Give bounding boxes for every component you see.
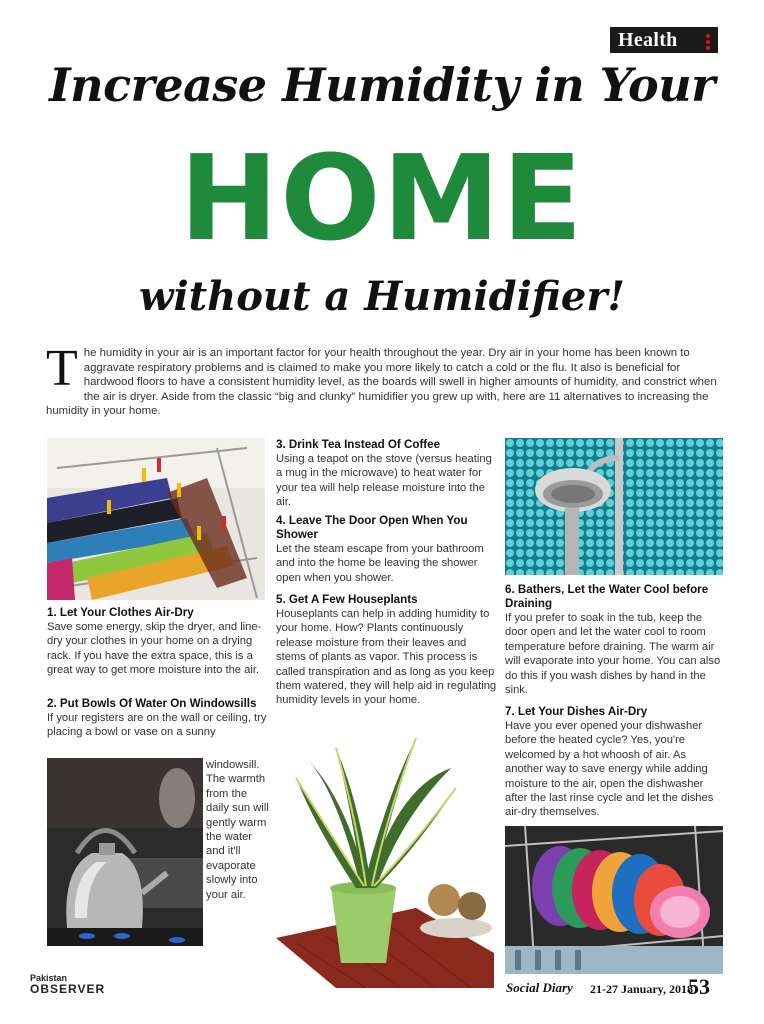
- logo-bottom: OBSERVER: [30, 982, 106, 996]
- tip-4: [276, 514, 498, 585]
- tip-1-heading: 1. Let Your Clothes Air-Dry: [47, 606, 194, 619]
- page-number: 53: [688, 974, 710, 999]
- dishwasher-image: [505, 826, 723, 974]
- tip-1-body: Save some energy, skip the dryer, and line-dry your clothes in your home on a drying rack. If you have the extra space, this is a great way to get more moisture into the air.: [47, 621, 262, 677]
- intro-text: he humidity in your air is an important factor for your health throughout the year. Dry air in your home has been known to aggravate respiratory problems and is claimed to make you more likely to catch a cold or the flu. It also is beneficial for hardwood floors to have a consistent humidity level, as the boards will swell in higher amounts of humidity, and constrict when the air is dryer. Aside from the classic “big and clunky” humidifier you grew up with, here are 11 alternatives to increasing the humidity in your home.: [46, 347, 717, 418]
- tip-7-body: Have you ever opened your dishwasher before the heated cycle? Yes, you're welcomed by a hot whoosh of air. As another way to save energy while adding moisture to the air, open the dishwasher after the last rinse cycle and let the dishes air-dry themselves.: [505, 720, 714, 819]
- drop-cap: T: [46, 340, 78, 397]
- publisher-logo: [30, 974, 105, 995]
- footer-date: 21-27 January, 2018: [590, 982, 694, 996]
- tip-7-heading: 7. Let Your Dishes Air-Dry: [505, 705, 648, 718]
- kettle-image: [47, 758, 203, 946]
- tip-5-heading: 5. Get A Few Houseplants: [276, 593, 418, 606]
- tip-2-body-wrap: windowsill. The warmth from the daily sun will gently warm the water and it'll evaporate slowly into your air.: [206, 759, 269, 901]
- shower-image: [505, 438, 723, 575]
- intro-paragraph: [46, 340, 722, 419]
- section-badge: [610, 27, 718, 53]
- tip-2-wrap: [206, 758, 270, 902]
- tip-6-body: If you prefer to soak in the tub, keep the door open and let the water cool to room temperature before draining. The warm air will evaporate into your home. You can also do this if you wash dishes by hand in the sink.: [505, 612, 721, 697]
- tip-4-heading: 4. Leave The Door Open When You Shower: [276, 514, 468, 541]
- tip-5-body: Houseplants can help in adding humidity to your home. How? Plants continuously release moisture from their leaves and stems of plants as vapor. This process is called transpiration and as long as you keep them watered, they will help aid in regulating humidity levels in your home.: [276, 608, 497, 707]
- tip-4-body: Let the steam escape from your bathroom and into the home be leaving the shower open when you shower.: [276, 543, 484, 584]
- houseplant-image: [276, 728, 494, 988]
- section-badge-label: Health: [618, 29, 678, 51]
- tip-6: [505, 583, 725, 697]
- tip-1: [47, 606, 269, 678]
- tip-2-heading: 2. Put Bowls Of Water On Windowsills: [47, 697, 257, 710]
- tip-2: [47, 697, 269, 740]
- tip-2-body-top: If your registers are on the wall or ceiling, try placing a bowl or vase on a sunny: [47, 712, 267, 739]
- tip-3-heading: 3. Drink Tea Instead Of Coffee: [276, 438, 441, 451]
- footer-publication: Social Diary: [506, 980, 573, 995]
- title-line-1: Increase Humidity in Your: [49, 58, 715, 112]
- title-line-3: without a Humidifier!: [139, 273, 625, 320]
- clothes-rack-image: [47, 438, 265, 600]
- tip-3-body: Using a teapot on the stove (versus heating a mug in the microwave) to heat water for your tea will help release moisture into the air.: [276, 453, 492, 509]
- logo-top: Pakistan: [30, 973, 68, 983]
- badge-dots-icon: [706, 34, 710, 52]
- tip-7: [505, 705, 725, 820]
- tip-3: [276, 438, 498, 510]
- title-line-2: HOME: [179, 129, 585, 267]
- tip-5: [276, 593, 498, 708]
- tip-6-heading: 6. Bathers, Let the Water Cool before Draining: [505, 583, 709, 610]
